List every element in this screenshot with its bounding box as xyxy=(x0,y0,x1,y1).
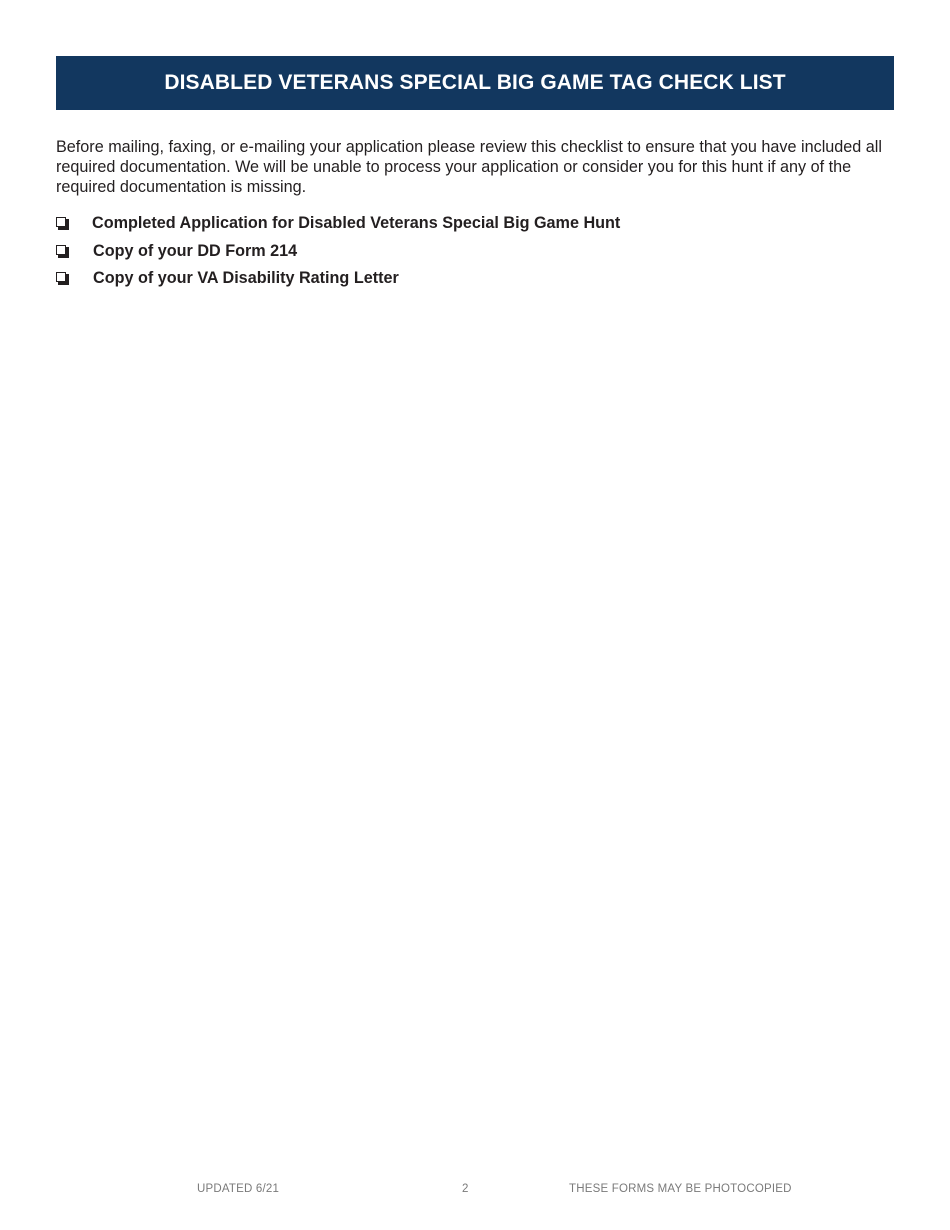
title-banner xyxy=(56,56,894,110)
checkbox-icon[interactable] xyxy=(56,272,69,285)
document-checklist xyxy=(56,210,886,293)
checkbox-icon[interactable] xyxy=(56,217,69,230)
checklist-item-label: Copy of your DD Form 214 xyxy=(93,241,298,260)
checklist-item-application xyxy=(56,210,886,238)
footer-updated-date: UPDATED 6/21 xyxy=(197,1183,280,1195)
page-title: DISABLED VETERANS SPECIAL BIG GAME TAG CHECK LIST xyxy=(164,71,786,94)
footer-photocopy-notice: THESE FORMS MAY BE PHOTOCOPIED xyxy=(569,1183,792,1195)
checklist-item-dd214 xyxy=(56,238,886,266)
checklist-item-label: Completed Application for Disabled Veterans Special Big Game Hunt xyxy=(92,214,621,233)
footer-page-number: 2 xyxy=(462,1183,469,1195)
checklist-item-va-rating xyxy=(56,265,886,293)
checklist-item-label: Copy of your VA Disability Rating Letter xyxy=(93,269,399,288)
intro-paragraph: Before mailing, faxing, or e-mailing your application please review this checklist to ensure that you have included all required documentation. We will be unable to process your application or consider you for this hunt if any of the required documentation is missing. xyxy=(56,138,883,196)
checkbox-icon[interactable] xyxy=(56,245,69,258)
